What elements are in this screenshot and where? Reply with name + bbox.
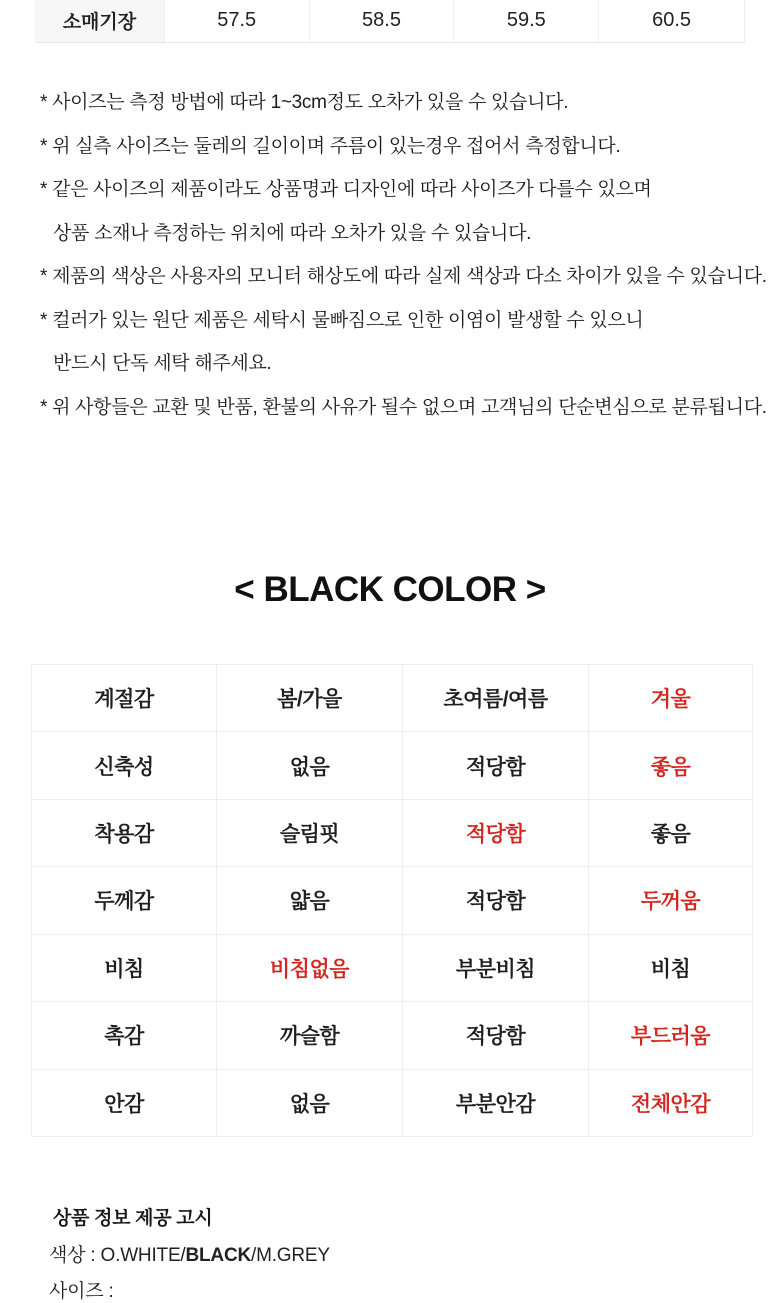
size-notes — [40, 81, 767, 429]
info-cell: 슬림핏 — [217, 800, 403, 867]
color-option-black: BLACK — [185, 1245, 251, 1266]
size-table-value: 58.5 — [309, 0, 454, 42]
info-cell: 봄/가을 — [217, 665, 403, 732]
info-cell-selected: 겨울 — [589, 665, 753, 732]
info-row-label: 두께감 — [32, 867, 217, 934]
info-row-label: 촉감 — [32, 1002, 217, 1069]
size-line-clipped: 사이즈 : — [49, 1281, 114, 1302]
size-table-label: 소매기장 — [35, 0, 164, 42]
section-heading-black-color: < BLACK COLOR > — [234, 570, 546, 609]
info-row-label: 안감 — [32, 1070, 217, 1137]
note-line: * 사이즈는 측정 방법에 따라 1~3cm정도 오차가 있을 수 있습니다. — [40, 92, 569, 113]
info-cell: 적당함 — [403, 867, 589, 934]
info-cell: 없음 — [217, 732, 403, 799]
info-cell-selected: 좋음 — [589, 732, 753, 799]
note-line: * 컬러가 있는 원단 제품은 세탁시 물빠짐으로 인한 이염이 발생할 수 있으니 — [40, 309, 644, 331]
size-table-value: 60.5 — [598, 0, 744, 42]
note-line-continuation: 반드시 단독 세탁 해주세요. — [53, 353, 272, 374]
size-table-value: 57.5 — [164, 0, 309, 42]
info-cell: 까슬함 — [217, 1002, 403, 1069]
size-table-value: 59.5 — [453, 0, 598, 42]
info-cell-selected: 전체안감 — [589, 1070, 753, 1137]
color-options-line — [49, 1240, 330, 1267]
info-cell-selected: 두꺼움 — [589, 867, 753, 934]
info-row-label: 비침 — [32, 935, 217, 1002]
info-cell-selected: 적당함 — [403, 800, 589, 867]
fabric-info-table — [31, 664, 752, 1136]
note-line: * 위 실측 사이즈는 둘레의 길이이며 주름이 있는경우 접어서 측정합니다. — [40, 135, 621, 157]
info-cell: 좋음 — [589, 800, 753, 867]
color-options-prefix: 색상 : O.WHITE/ — [49, 1245, 186, 1266]
info-cell: 부분비침 — [403, 935, 589, 1002]
size-table-row — [35, 0, 745, 43]
info-cell: 적당함 — [403, 1002, 589, 1069]
info-cell: 적당함 — [403, 732, 589, 799]
note-line: * 같은 사이즈의 제품이라도 상품명과 디자인에 따라 사이즈가 다를수 있으며 — [40, 179, 652, 200]
product-info-notice-title: 상품 정보 제공 고시 — [53, 1208, 213, 1229]
info-row-label: 계절감 — [32, 665, 217, 732]
info-cell-selected: 비침없음 — [217, 935, 403, 1002]
note-line: * 위 사항들은 교환 및 반품, 환불의 사유가 될수 없으며 고객님의 단순변심으로 분류됩니다. — [40, 396, 767, 418]
info-row-label: 착용감 — [32, 800, 217, 867]
note-line: * 제품의 색상은 사용자의 모니터 해상도에 따라 실제 색상과 다소 차이가 있을 수 있습니다. — [40, 266, 767, 287]
color-options-suffix: /M.GREY — [251, 1245, 330, 1266]
info-cell: 초여름/여름 — [403, 665, 589, 732]
info-cell: 비침 — [589, 935, 753, 1002]
note-line-continuation: 상품 소재나 측정하는 위치에 따라 오차가 있을 수 있습니다. — [53, 222, 532, 244]
info-cell: 부분안감 — [403, 1070, 589, 1137]
info-cell: 없음 — [217, 1070, 403, 1137]
info-cell-selected: 부드러움 — [589, 1002, 753, 1069]
info-row-label: 신축성 — [32, 732, 217, 799]
info-cell: 얇음 — [217, 867, 403, 934]
